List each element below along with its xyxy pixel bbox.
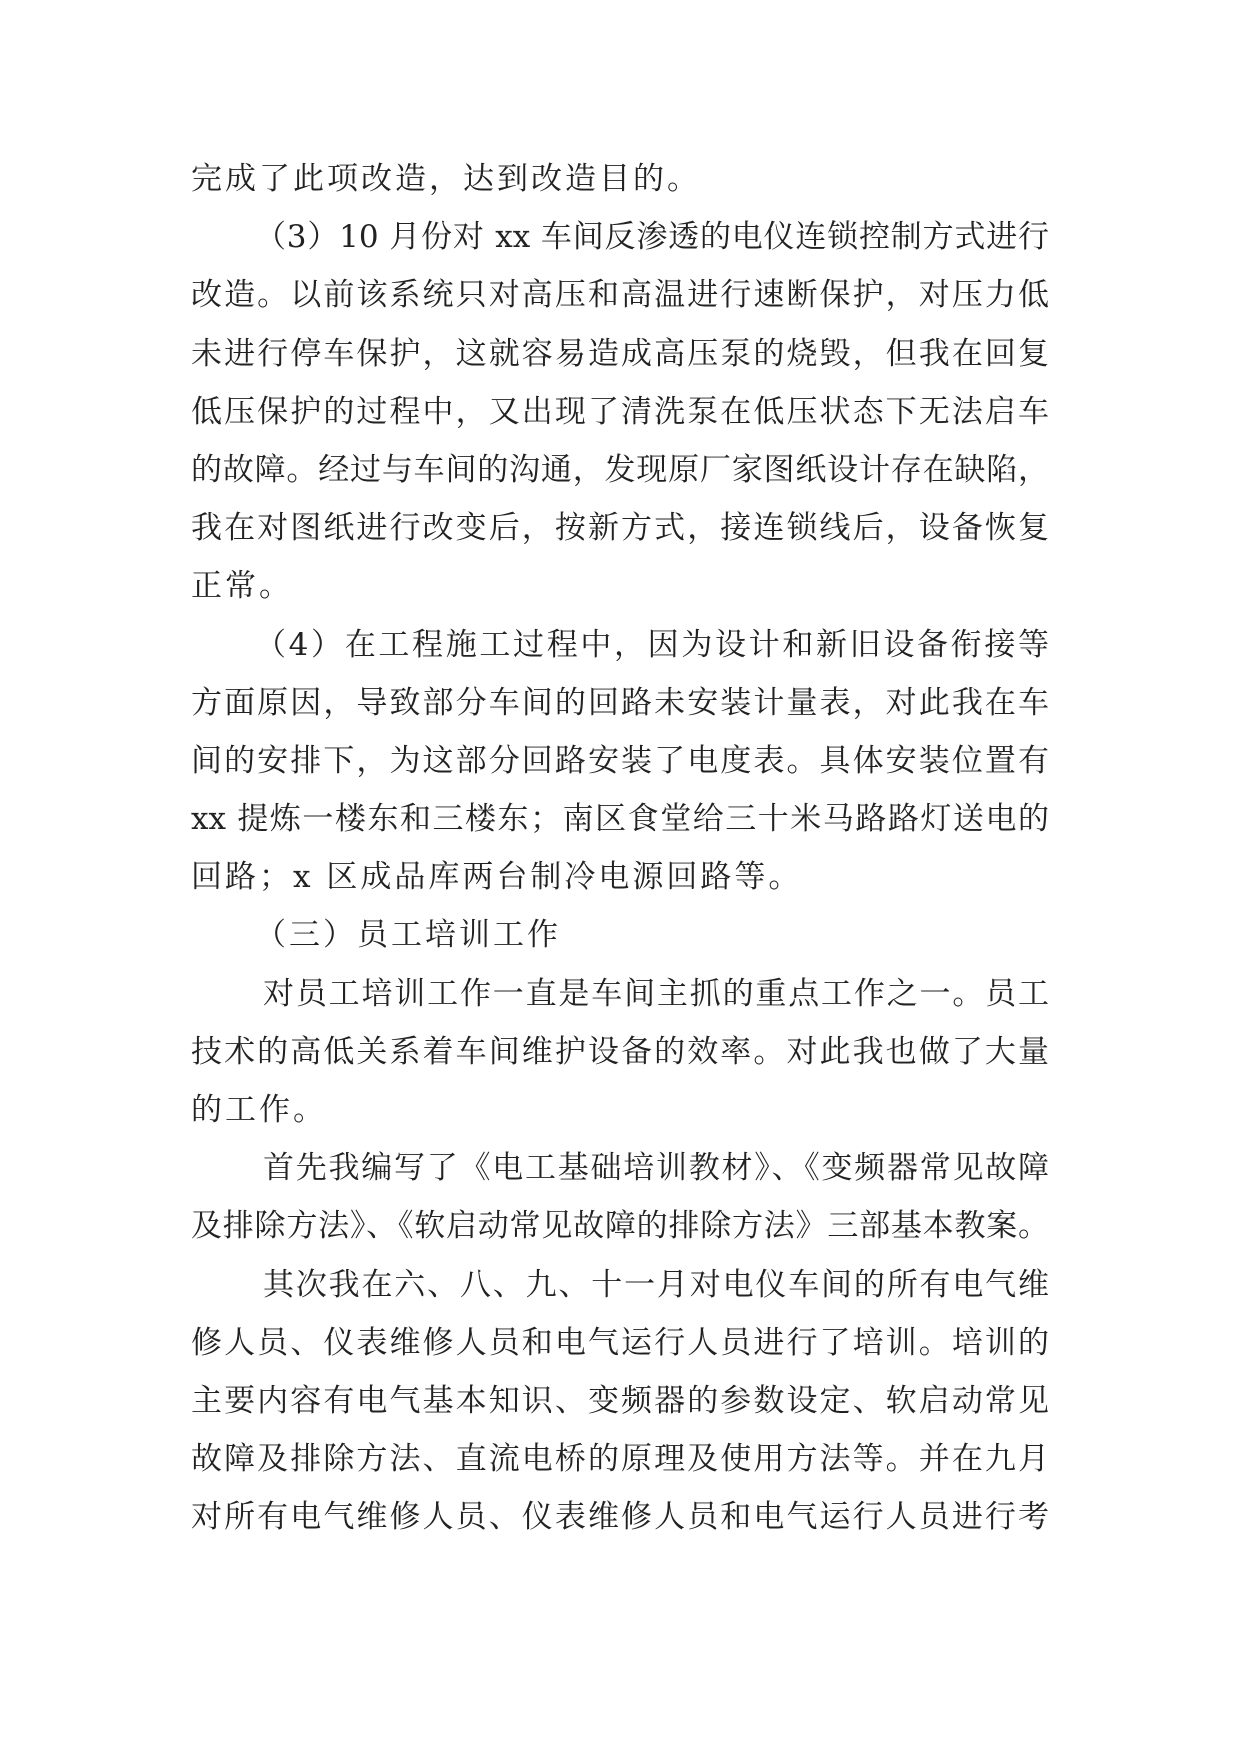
paragraph-line: 其次我在六、八、九、十一月对电仪车间的所有电气维 (263, 1266, 1049, 1303)
paragraph-line: 方面原因，导致部分车间的回路未安装计量表，对此我在车 (191, 684, 1049, 721)
paragraph-line: 回路；x 区成品库两台制冷电源回路等。 (191, 859, 803, 896)
paragraph-line: 未进行停车保护，这就容易造成高压泵的烧毁，但我在回复 (191, 335, 1049, 372)
paragraph-line: 主要内容有电气基本知识、变频器的参数设定、软启动常见 (191, 1382, 1049, 1419)
paragraph-line: xx 提炼一楼东和三楼东；南区食堂给三十米马路路灯送电的 (191, 801, 1049, 838)
paragraph-line: 技术的高低关系着车间维护设备的效率。对此我也做了大量 (191, 1033, 1049, 1070)
paragraph-line: 首先我编写了《电工基础培训教材》、《变频器常见故障 (263, 1150, 1049, 1187)
paragraph-line: 的工作。 (191, 1092, 327, 1128)
paragraph-line: 低压保护的过程中，又出现了清洗泵在低压状态下无法启车 (191, 393, 1049, 430)
document-body (191, 150, 1049, 1547)
paragraph-line: 对所有电气维修人员、仪表维修人员和电气运行人员进行考 (191, 1499, 1049, 1536)
paragraph-line: 的故障。经过与车间的沟通，发现原厂家图纸设计存在缺陷， (191, 451, 1049, 488)
paragraph-line: 故障及排除方法、直流电桥的原理及使用方法等。并在九月 (191, 1441, 1049, 1478)
paragraph-line: 正常。 (191, 568, 293, 605)
paragraph-line: 及排除方法》、《软启动常见故障的排除方法》三部基本教案。 (191, 1208, 1049, 1245)
paragraph-line: （3）10 月份对 xx 车间反渗透的电仪连锁控制方式进行 (255, 219, 1049, 256)
paragraph-line: 改造。以前该系统只对高压和高温进行速断保护，对压力低 (191, 277, 1049, 314)
paragraph-line: （4）在工程施工过程中，因为设计和新旧设备衔接等 (255, 626, 1049, 663)
paragraph-line: 间的安排下，为这部分回路安装了电度表。具体安装位置有 (191, 742, 1049, 779)
paragraph-line: 修人员、仪表维修人员和电气运行人员进行了培训。培训的 (191, 1324, 1049, 1361)
section-heading: （三）员工培训工作 (255, 917, 561, 954)
paragraph-line: 我在对图纸进行改变后，按新方式，接连锁线后，设备恢复 (191, 510, 1049, 547)
paragraph-line: 对员工培训工作一直是车间主抓的重点工作之一。员工 (263, 975, 1049, 1012)
paragraph-line: 完成了此项改造，达到改造目的。 (191, 161, 701, 197)
